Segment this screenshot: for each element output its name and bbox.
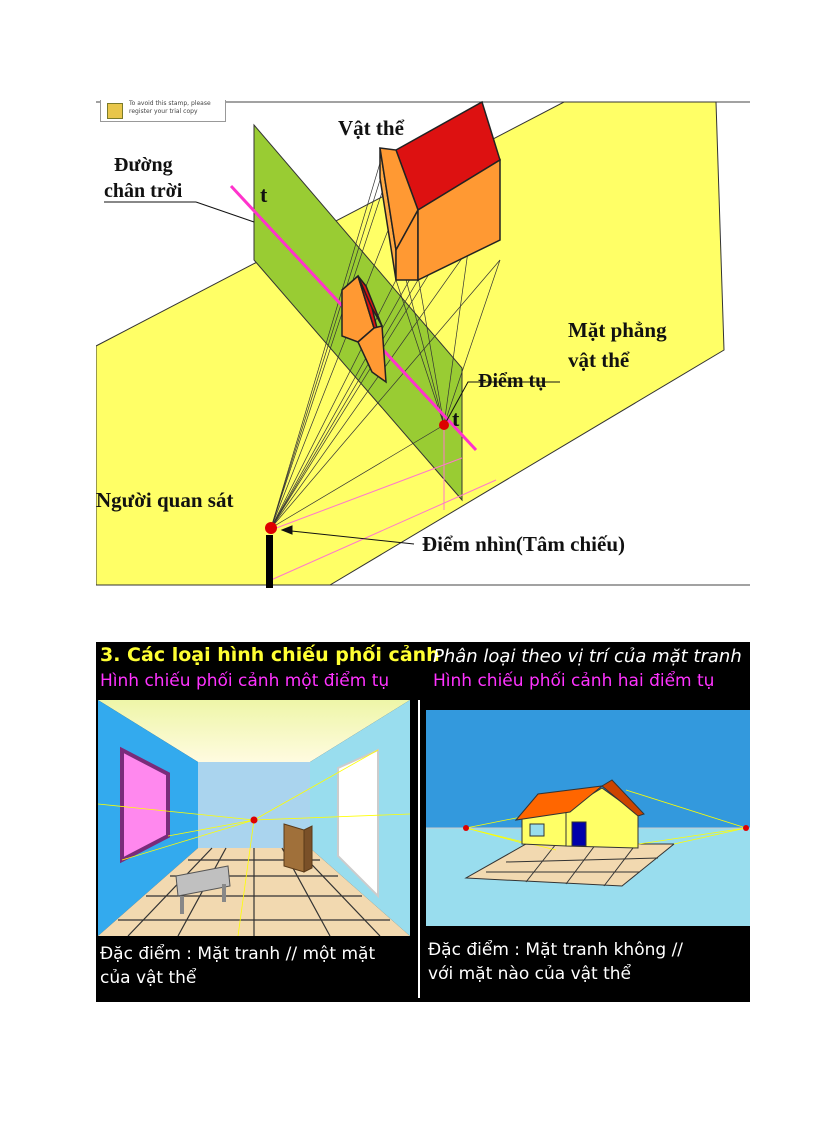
label-object: Vật thể	[338, 116, 404, 140]
one-point-description	[100, 942, 375, 990]
label-horizon-1: Đường	[114, 154, 173, 176]
slide-heading: 3. Các loại hình chiếu phối cảnh	[100, 644, 440, 666]
label-t-top: t	[260, 182, 268, 207]
two-point-caption: Hình chiếu phối cảnh hai điểm tụ	[433, 671, 715, 691]
one-point-room-image	[98, 700, 410, 936]
vanishing-point-left	[463, 825, 469, 831]
stamp-line-1: To avoid this stamp, please	[129, 100, 211, 107]
perspective-diagram	[96, 100, 750, 588]
label-viewpoint: Điểm nhìn(Tâm chiếu)	[422, 532, 626, 556]
vanishing-point-dot	[439, 420, 449, 430]
trial-stamp	[100, 100, 226, 122]
viewpoint-dot	[265, 522, 277, 534]
two-point-description	[428, 938, 683, 986]
vanishing-point-dot	[251, 817, 258, 824]
two-point-house-image	[426, 710, 750, 926]
cabinet	[284, 824, 312, 872]
one-point-desc-line-1: Đặc điểm : Mặt tranh // một mặt	[100, 944, 376, 964]
perspective-drawing	[96, 100, 750, 588]
observer-post	[266, 535, 273, 588]
label-horizon-2: chân trời	[104, 180, 183, 202]
one-point-caption: Hình chiếu phối cảnh một điểm tụ	[100, 671, 390, 691]
label-vanishing-point: Điểm tụ	[478, 370, 547, 392]
stamp-line-2: register your trial copy	[129, 108, 198, 115]
perspective-types-slide	[96, 642, 750, 1002]
divider	[418, 700, 420, 998]
label-object-plane-2: vật thể	[568, 348, 630, 372]
vanishing-point-right	[743, 825, 749, 831]
label-object-plane-1: Mặt phẳng	[568, 318, 667, 342]
one-point-desc-line-2: của vật thể	[100, 968, 197, 988]
two-point-desc-line-1: Đặc điểm : Mặt tranh không //	[428, 940, 684, 960]
label-observer: Người quan sát	[96, 488, 234, 512]
slide-subtitle: Phân loại theo vị trí của mặt tranh	[433, 646, 742, 667]
two-point-desc-line-2: với mặt nào của vật thể	[428, 964, 632, 984]
label-t-right: t	[452, 406, 460, 431]
stamp-icon	[107, 103, 123, 119]
